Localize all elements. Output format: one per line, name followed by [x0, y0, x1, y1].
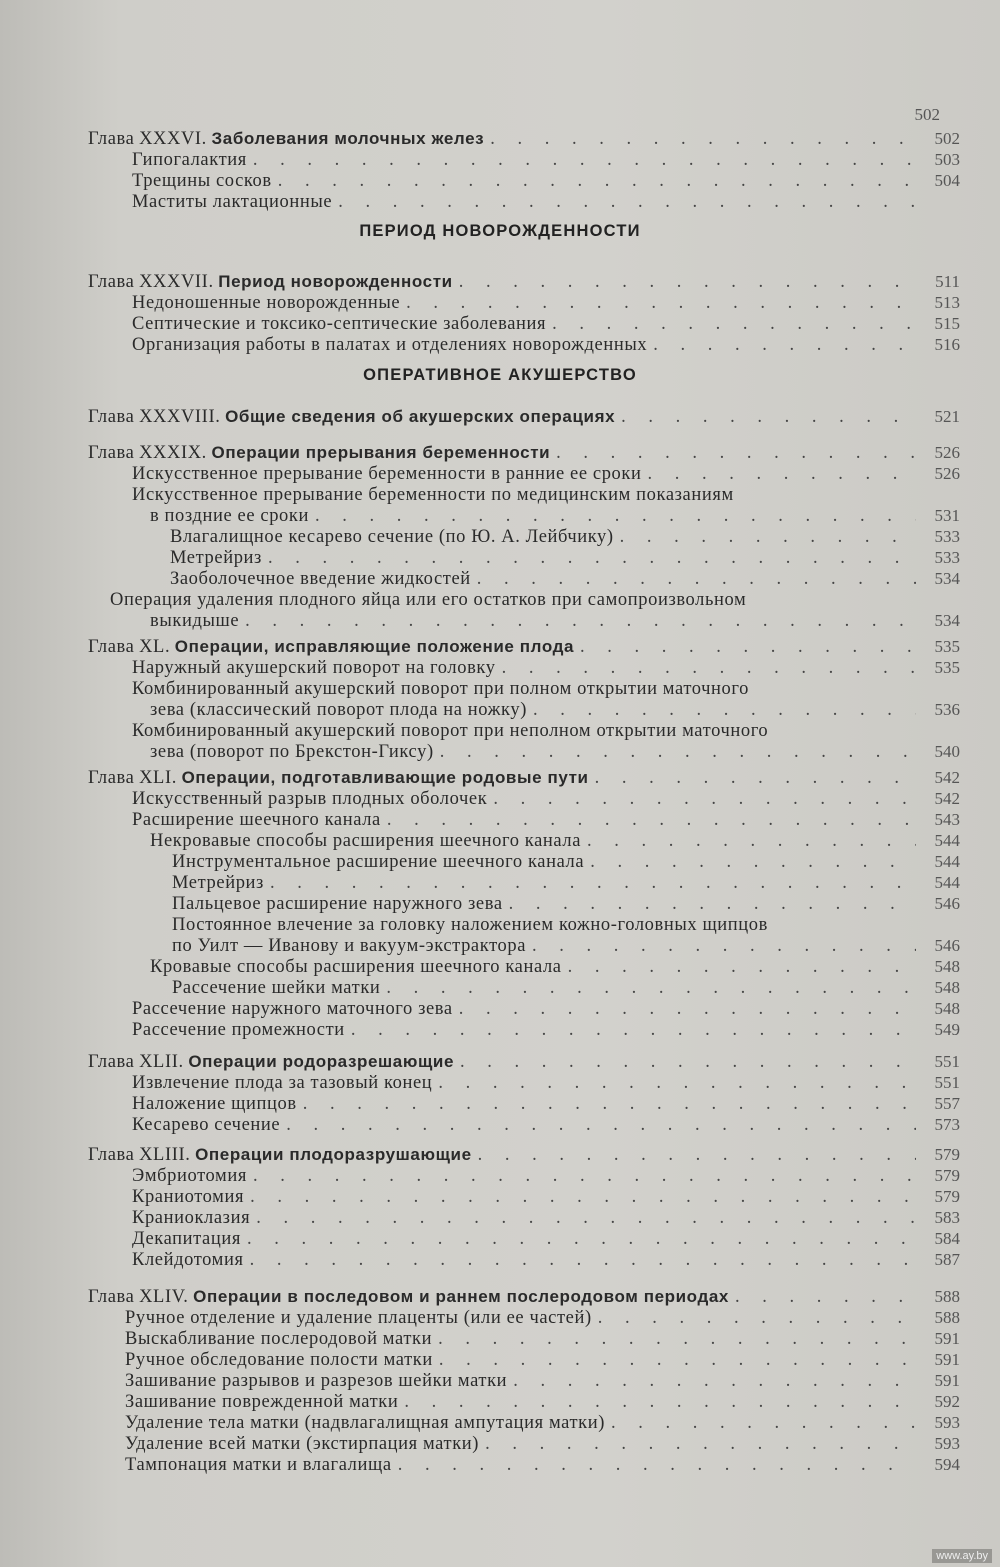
page-number: 579: [934, 1166, 960, 1185]
entry-text: Гипогалактия: [132, 150, 247, 170]
page-number: 551: [934, 1073, 960, 1092]
chapter-word: Глава: [88, 1145, 135, 1165]
chapter-word: Глава: [88, 637, 135, 657]
entry-text: зева (поворот по Брекстон-Гиксу): [150, 742, 434, 762]
page-number: 526: [934, 464, 960, 483]
page-number: 511: [935, 272, 960, 291]
chapter-number: XXXIX.: [139, 443, 207, 463]
chapter-title: Операции, подготавливающие родовые пути: [181, 768, 589, 787]
page-number: 592: [934, 1392, 960, 1411]
entry-text: Удаление всей матки (экстирпация матки): [125, 1434, 480, 1454]
page-number: 546: [934, 894, 960, 913]
chapter-word: Глава: [88, 768, 135, 788]
entry-text: Ручное обследование полости матки: [125, 1350, 433, 1370]
chapter-title: Операции, исправляющие положение плода: [174, 637, 575, 656]
entry-text: Искусственное прерывание беременности по медицинским показаниям: [132, 485, 734, 505]
entry-text: в поздние ее сроки: [150, 506, 309, 526]
leader-dots: [250, 1248, 916, 1272]
leader-dots: [286, 1113, 916, 1137]
toc-entry: [132, 190, 960, 214]
entry-text: Инструментальное расширение шеечного канала: [172, 852, 585, 872]
page-number: 515: [934, 314, 960, 333]
toc-entry: [132, 1248, 960, 1272]
page-number: 544: [934, 873, 960, 892]
chapter-word: Глава: [88, 407, 135, 427]
entry-text: зева (классический поворот плода на ножку): [150, 700, 527, 720]
page-number: 535: [934, 637, 960, 656]
entry-text: Рассечение шейки матки: [172, 978, 381, 998]
entry-text: Рассечение промежности: [132, 1020, 345, 1040]
entry-text: Зашивание разрывов и разрезов шейки матки: [125, 1371, 508, 1391]
page-number: 573: [934, 1115, 960, 1134]
page-number: 546: [934, 936, 960, 955]
page-number: 543: [934, 810, 960, 829]
entry-text: Постоянное влечение за головку наложением кожно-головных щипцов: [172, 915, 768, 935]
page-number: 516: [934, 335, 960, 354]
leader-dots: [338, 190, 916, 214]
entry-text: Кесарево сечение: [132, 1115, 281, 1135]
chapter-title: Заболевания молочных желез: [211, 129, 485, 148]
page-number: 542: [934, 789, 960, 808]
chapter-title: Операции плодоразрушающие: [195, 1145, 472, 1164]
toc-entry: [132, 333, 960, 357]
entry-text: Расширение шеечного канала: [132, 810, 381, 830]
entry-text: Наружный акушерский поворот на головку: [132, 658, 496, 678]
entry-text: Комбинированный акушерский поворот при неполном открытии маточного: [132, 721, 769, 741]
entry-text: Извлечение плода за тазовый конец: [132, 1073, 433, 1093]
page-number: 593: [934, 1413, 960, 1432]
page-number: 548: [934, 957, 960, 976]
toc-entry: [132, 1018, 960, 1042]
entry-text: Краниотомия: [132, 1187, 245, 1207]
page-number: 544: [934, 852, 960, 871]
entry-text: Зашивание поврежденной матки: [125, 1392, 399, 1412]
entry-text: Ручное отделение и удаление плаценты (или ее частей): [125, 1308, 592, 1328]
entry-text: Недоношенные новорожденные: [132, 293, 401, 313]
page-number: 594: [934, 1455, 960, 1474]
section-heading: ОПЕРАТИВНОЕ АКУШЕРСТВО: [363, 366, 637, 384]
chapter-number: XXXVI.: [139, 129, 207, 149]
toc-entry: [132, 1113, 960, 1137]
page-number: 540: [934, 742, 960, 761]
chapter-number: XLII.: [139, 1052, 184, 1072]
watermark: www.ay.by: [932, 1549, 992, 1563]
page-number: 534: [934, 611, 960, 630]
top-page-number: [900, 103, 960, 127]
chapter-number: XXXVIII.: [139, 407, 221, 427]
page-number: 583: [934, 1208, 960, 1227]
entry-text: Декапитация: [132, 1229, 241, 1249]
page-number: 548: [934, 999, 960, 1018]
page-number: 591: [934, 1329, 960, 1348]
page-number: 579: [934, 1145, 960, 1164]
chapter-number: XXXVII.: [139, 272, 214, 292]
page-number: 587: [934, 1250, 960, 1269]
section-heading: ПЕРИОД НОВОРОЖДЕННОСТИ: [359, 222, 641, 240]
page-number: 534: [934, 569, 960, 588]
leader-dots: [245, 609, 916, 633]
chapter-word: Глава: [88, 443, 135, 463]
page-number: 504: [934, 171, 960, 190]
entry-text: Метрейриз: [170, 548, 262, 568]
page-number: 544: [934, 831, 960, 850]
page-number: 533: [934, 548, 960, 567]
page-number: 536: [934, 700, 960, 719]
page-number: 526: [934, 443, 960, 462]
leader-dots: [653, 333, 916, 357]
entry-text: Кровавые способы расширения шеечного канала: [150, 957, 562, 977]
page-number: 531: [934, 506, 960, 525]
chapter-title: Период новорожденности: [218, 272, 453, 291]
chapter-number: XLIII.: [139, 1145, 191, 1165]
chapter-number: XLI.: [139, 768, 177, 788]
chapter-number: XLIV.: [139, 1287, 189, 1307]
entry-text: выкидыше: [150, 611, 240, 631]
chapter-title: Общие сведения об акушерских операциях: [225, 407, 616, 426]
entry-text: Операция удаления плодного яйца или его остатков при самопроизвольном: [110, 590, 747, 610]
page-number: 535: [934, 658, 960, 677]
entry-text: по Уилт — Иванову и вакуум-экстрактора: [172, 936, 527, 956]
page-number: 557: [934, 1094, 960, 1113]
page-number: 502: [914, 105, 940, 124]
toc-entry: [125, 1453, 960, 1477]
toc-entry: [150, 609, 960, 633]
page-number: 513: [934, 293, 960, 312]
entry-text: Трещины сосков: [132, 171, 272, 191]
entry-text: Маститы лактационные: [132, 192, 333, 212]
leader-dots: [440, 740, 916, 764]
entry-text: Наложение щипцов: [132, 1094, 297, 1114]
entry-text: Тампонация матки и влагалища: [125, 1455, 392, 1475]
entry-text: Некровавые способы расширения шеечного канала: [150, 831, 582, 851]
page-number: 593: [934, 1434, 960, 1453]
leader-dots: [621, 405, 916, 429]
page-number: 533: [934, 527, 960, 546]
entry-text: Выскабливание послеродовой матки: [125, 1329, 433, 1349]
entry-text: Заоболочечное введение жидкостей: [170, 569, 471, 589]
toc-chapter-row: [88, 405, 960, 429]
page-number: 591: [934, 1371, 960, 1390]
entry-text: Комбинированный акушерский поворот при полном открытии маточного: [132, 679, 749, 699]
page-number: 521: [934, 407, 960, 426]
page-number: 588: [934, 1308, 960, 1327]
page-number: 548: [934, 978, 960, 997]
page-number: 551: [934, 1052, 960, 1071]
page-number: 542: [934, 768, 960, 787]
entry-text: Организация работы в палатах и отделениях новорожденных: [132, 335, 648, 355]
page-number: 591: [934, 1350, 960, 1369]
chapter-word: Глава: [88, 129, 135, 149]
chapter-number: XL.: [139, 637, 171, 657]
entry-text: Эмбриотомия: [132, 1166, 247, 1186]
leader-dots: [351, 1018, 916, 1042]
entry-text: Удаление тела матки (надвлагалищная ампутация матки): [125, 1413, 606, 1433]
chapter-word: Глава: [88, 1052, 135, 1072]
chapter-title: Операции прерывания беременности: [211, 443, 551, 462]
chapter-word: Глава: [88, 272, 135, 292]
entry-text: Искусственное прерывание беременности в ранние ее сроки: [132, 464, 642, 484]
page-number: 584: [934, 1229, 960, 1248]
chapter-word: Глава: [88, 1287, 135, 1307]
chapter-title: Операции родоразрешающие: [188, 1052, 455, 1071]
entry-text: Рассечение наружного маточного зева: [132, 999, 453, 1019]
page-number: 549: [934, 1020, 960, 1039]
entry-text: Септические и токсико-септические заболевания: [132, 314, 547, 334]
entry-text: Краниоклазия: [132, 1208, 251, 1228]
toc-entry: [150, 740, 960, 764]
leader-dots: [398, 1453, 916, 1477]
entry-text: Клейдотомия: [132, 1250, 244, 1270]
entry-text: Метрейриз: [172, 873, 264, 893]
page-number: 502: [934, 129, 960, 148]
entry-text: Влагалищное кесарево сечение (по Ю. А. Лейбчику): [170, 527, 614, 547]
entry-text: Искусственный разрыв плодных оболочек: [132, 789, 488, 809]
page-number: 579: [934, 1187, 960, 1206]
entry-text: Пальцевое расширение наружного зева: [172, 894, 503, 914]
page-number: 503: [934, 150, 960, 169]
chapter-title: Операции в последовом и раннем послеродовом периодах: [193, 1287, 729, 1306]
page-number: 588: [934, 1287, 960, 1306]
